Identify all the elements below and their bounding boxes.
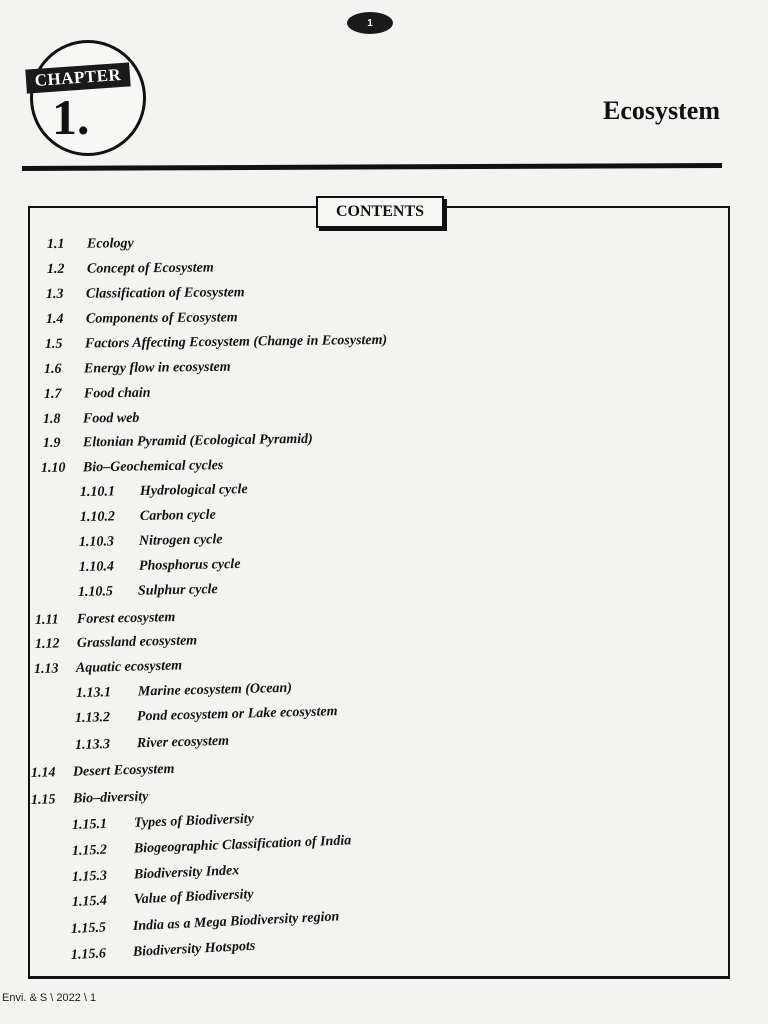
toc-number: 1.15.2 [71,842,108,859]
toc-item [43,431,313,453]
toc-number: 1.10.2 [79,509,116,525]
toc-item [79,556,241,577]
toc-item [80,481,248,502]
toc-title: Forest ecosystem [76,610,176,628]
toc-number: 1.6 [43,361,62,377]
toc-title: Phosphorus cycle [138,556,241,574]
toc-title: Types of Biodiversity [133,811,255,831]
toc-item [72,886,254,912]
toc-item [47,235,134,254]
toc-title: Components of Ecosystem [85,310,238,327]
toc-item [71,938,256,965]
toc-item [44,359,231,379]
toc-item [71,908,340,939]
toc-number: 1.15.4 [71,893,108,910]
toc-title: Energy flow in ecosystem [83,359,231,377]
toc-title: Classification of Ecosystem [85,285,245,302]
toc-item [34,657,183,679]
toc-title: Ecology [86,236,134,252]
toc-number: 1.15 [30,792,56,808]
toc-number: 1.15.5 [70,920,107,937]
chapter-number: 1. [52,89,90,145]
toc-number: 1.10.5 [77,584,114,600]
toc-number: 1.11 [34,612,59,628]
toc-number: 1.5 [44,336,63,352]
toc-item [47,260,214,279]
toc-number: 1.8 [42,411,61,427]
toc-item [44,385,151,404]
toc-number: 1.15.1 [71,816,108,833]
toc-title: Marine ecosystem (Ocean) [137,680,293,700]
toc-title: Desert Ecosystem [72,761,175,780]
toc-title: Aquatic ecosystem [75,658,183,676]
toc-title: India as a Mega Biodiversity region [132,909,340,935]
toc-item [35,609,176,630]
toc-number: 1.12 [34,636,60,652]
toc-title: Hydrological cycle [139,482,248,499]
chapter-label: CHAPTER [25,62,130,93]
toc-number: 1.15.3 [71,868,108,885]
toc-item [46,284,245,304]
toc-title: Eltonian Pyramid (Ecological Pyramid) [82,431,313,451]
toc-title: Factors Affecting Ecosystem (Change in Ecosystem) [84,332,388,352]
toc-item [46,309,238,329]
contents-label: CONTENTS [316,196,444,228]
toc-number: 1.10.4 [78,559,115,575]
toc-number: 1.13.2 [74,710,111,726]
toc-title: Value of Biodiversity [133,887,254,908]
toc-item [45,332,387,354]
toc-title: Biogeographic Classification of India [133,833,352,857]
toc-number: 1.4 [45,311,64,327]
toc-number: 1.13.1 [75,685,112,701]
toc-title: Food chain [83,385,151,402]
toc-number: 1.13 [33,661,59,677]
toc-title: Bio–Geochemical cycles [82,458,224,476]
toc-item [72,862,240,887]
toc-number: 1.10 [40,460,66,476]
toc-item [78,581,218,602]
toc-item [35,632,198,654]
page-number: 1 [367,17,373,29]
toc-item [41,457,224,478]
toc-title: Biodiversity Hotspots [132,938,256,960]
toc-title: Sulphur cycle [137,582,218,599]
toc-number: 1.3 [45,286,64,302]
toc-number: 1.1 [46,236,65,252]
toc-item [79,531,223,552]
toc-number: 1.9 [42,435,61,451]
toc-title: River ecosystem [136,733,230,752]
toc-number: 1.10.1 [79,484,116,500]
toc-item [80,507,216,527]
chapter-title: Ecosystem [603,96,720,125]
toc-title: Carbon cycle [139,507,216,524]
toc-item [75,703,338,728]
toc-number: 1.13.3 [74,737,111,753]
toc-title: Grassland ecosystem [76,633,198,652]
toc-title: Pond ecosystem or Lake ecosystem [136,704,338,725]
toc-title: Nitrogen cycle [138,532,223,549]
toc-item [76,680,292,703]
toc-title: Concept of Ecosystem [86,260,214,277]
toc-item [43,410,140,429]
toc-title: Bio–diversity [72,789,149,807]
page-footer: Envi. & S \ 2022 \ 1 [2,992,97,1004]
toc-number: 1.10.3 [78,534,115,550]
toc-title: Food web [82,410,140,427]
toc-item [31,761,175,783]
toc-number: 1.14 [30,765,56,781]
toc-title: Biodiversity Index [133,863,240,883]
toc-number: 1.15.6 [70,946,107,963]
toc-number: 1.2 [46,261,65,277]
toc-number: 1.7 [43,386,62,402]
toc-item [72,811,255,835]
toc-item [31,788,149,810]
toc-item [72,832,352,861]
toc-item [75,733,230,755]
